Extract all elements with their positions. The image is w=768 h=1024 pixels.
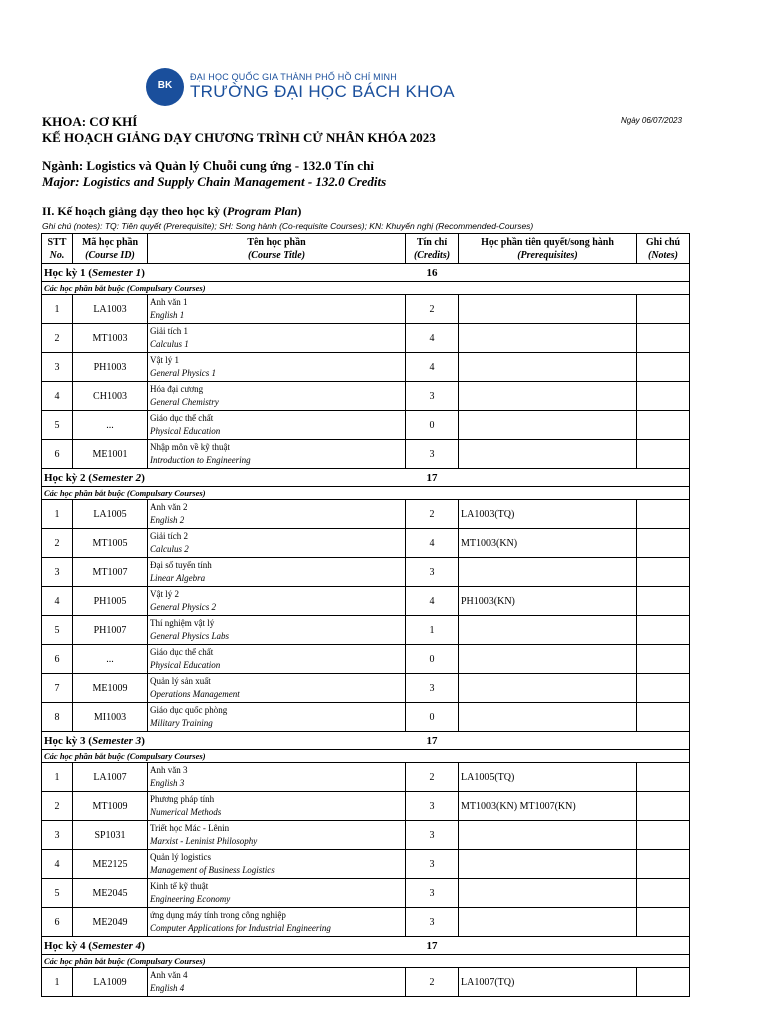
section-title: II. Kế hoạch giảng dạy theo học kỳ (Program Plan): [42, 204, 302, 218]
major-title-vi: Ngành: Logistics và Quản lý Chuỗi cung ứng - 132.0 Tín chỉ: [42, 158, 374, 173]
course-title-en: Operations Management: [150, 689, 240, 699]
course-title-en: Management of Business Logistics: [150, 865, 275, 875]
course-title-vi: Nhập môn về kỹ thuật: [150, 442, 230, 452]
table-row: [42, 295, 690, 324]
course-id: MT1003: [73, 324, 148, 353]
semester-credits: 17: [406, 937, 459, 955]
table-row: [42, 821, 690, 850]
course-id: CH1003: [73, 382, 148, 411]
course-title-en: Calculus 2: [150, 544, 189, 554]
course-title-en: Physical Education: [150, 426, 221, 436]
course-title-en: Introduction to Engineering: [150, 455, 251, 465]
semester-label: Học kỳ 2 (Semester 2): [42, 469, 406, 487]
university-seal-icon: BK: [146, 68, 184, 106]
table-row: [42, 616, 690, 645]
course-notes: [637, 440, 690, 469]
course-no: 1: [42, 968, 73, 997]
course-title-vi: Anh văn 1: [150, 297, 188, 307]
table-row: [42, 968, 690, 997]
course-prerequisites: LA1007(TQ): [459, 968, 637, 997]
table-row: [42, 324, 690, 353]
course-notes: [637, 382, 690, 411]
course-id: LA1005: [73, 500, 148, 529]
column-header-prerequisites: Học phần tiên quyết/song hành (Prerequisites): [459, 234, 637, 264]
course-title-vi: Kinh tế kỹ thuật: [150, 881, 209, 891]
semester-credits: 17: [406, 732, 459, 750]
course-title-vi: Triết học Mác - Lênin: [150, 823, 230, 833]
table-row: [42, 587, 690, 616]
course-prerequisites: [459, 674, 637, 703]
course-title: [148, 703, 406, 732]
course-no: 3: [42, 353, 73, 382]
course-title-en: English 1: [150, 310, 185, 320]
course-no: 2: [42, 324, 73, 353]
course-id: LA1003: [73, 295, 148, 324]
course-credits: 2: [406, 968, 459, 997]
course-title-vi: Anh văn 3: [150, 765, 188, 775]
course-title-vi: Thí nghiệm vật lý: [150, 618, 215, 628]
course-credits: 2: [406, 500, 459, 529]
course-notes: [637, 411, 690, 440]
course-title-vi: Vật lý 1: [150, 355, 179, 365]
plan-title: KẾ HOẠCH GIẢNG DẠY CHƯƠNG TRÌNH CỬ NHÂN KHÓA 2023: [42, 130, 436, 145]
course-credits: 0: [406, 703, 459, 732]
semester-row: [42, 264, 690, 282]
course-credits: 3: [406, 792, 459, 821]
course-id: MT1009: [73, 792, 148, 821]
course-prerequisites: [459, 703, 637, 732]
course-prerequisites: [459, 295, 637, 324]
course-title: [148, 411, 406, 440]
course-title-vi: Giải tích 2: [150, 531, 188, 541]
course-no: 1: [42, 763, 73, 792]
table-row: [42, 879, 690, 908]
empty-cell: [459, 732, 637, 750]
course-title-en: Linear Algebra: [150, 573, 206, 583]
course-credits: 4: [406, 587, 459, 616]
course-title-vi: Giải tích 1: [150, 326, 188, 336]
course-no: 4: [42, 587, 73, 616]
course-title-vi: Quản lý sản xuất: [150, 676, 211, 686]
course-credits: 3: [406, 440, 459, 469]
course-title: [148, 324, 406, 353]
course-notes: [637, 587, 690, 616]
course-id: SP1031: [73, 821, 148, 850]
semester-label: Học kỳ 1 (Semester 1): [42, 264, 406, 282]
course-prerequisites: LA1005(TQ): [459, 763, 637, 792]
course-prerequisites: [459, 353, 637, 382]
course-no: 5: [42, 879, 73, 908]
table-row: [42, 500, 690, 529]
course-notes: [637, 558, 690, 587]
empty-cell: [459, 469, 637, 487]
course-notes: [637, 908, 690, 937]
course-notes: [637, 353, 690, 382]
course-title-en: English 4: [150, 983, 185, 993]
table-row: [42, 558, 690, 587]
course-id: ME1009: [73, 674, 148, 703]
course-title-vi: Hóa đại cương: [150, 384, 204, 394]
course-title: [148, 908, 406, 937]
course-prerequisites: [459, 645, 637, 674]
course-id: ME1001: [73, 440, 148, 469]
course-title: [148, 645, 406, 674]
course-group-label: Các học phần bắt buộc (Compulsary Courses): [42, 955, 690, 968]
course-title-en: English 2: [150, 515, 185, 525]
course-id: ME2045: [73, 879, 148, 908]
course-no: 1: [42, 500, 73, 529]
semester-credits: 16: [406, 264, 459, 282]
course-title: [148, 353, 406, 382]
course-credits: 1: [406, 616, 459, 645]
course-prerequisites: [459, 821, 637, 850]
course-credits: 3: [406, 382, 459, 411]
semester-credits: 17: [406, 469, 459, 487]
course-no: 3: [42, 821, 73, 850]
course-title: [148, 674, 406, 703]
course-notes: [637, 792, 690, 821]
course-title-en: General Chemistry: [150, 397, 219, 407]
course-id: PH1007: [73, 616, 148, 645]
table-row: [42, 850, 690, 879]
course-title-en: Calculus 1: [150, 339, 189, 349]
course-credits: 3: [406, 674, 459, 703]
course-credits: 0: [406, 645, 459, 674]
course-title: [148, 587, 406, 616]
university-logo: [146, 67, 455, 107]
course-credits: 3: [406, 821, 459, 850]
empty-cell: [637, 469, 690, 487]
course-title: [148, 440, 406, 469]
course-prerequisites: MT1003(KN): [459, 529, 637, 558]
course-credits: 3: [406, 908, 459, 937]
course-title-en: Computer Applications for Industrial Engineering: [150, 923, 331, 933]
course-notes: [637, 674, 690, 703]
semester-row: [42, 937, 690, 955]
course-group-label: Các học phần bắt buộc (Compulsary Courses): [42, 487, 690, 500]
course-credits: 2: [406, 763, 459, 792]
course-title-en: English 3: [150, 778, 185, 788]
course-notes: [637, 968, 690, 997]
course-credits: 4: [406, 529, 459, 558]
course-id: MT1007: [73, 558, 148, 587]
semester-row: [42, 732, 690, 750]
course-notes: [637, 324, 690, 353]
course-title: [148, 529, 406, 558]
course-credits: 2: [406, 295, 459, 324]
course-group-row: [42, 282, 690, 295]
course-no: 6: [42, 440, 73, 469]
course-title-vi: Giáo dục quốc phòng: [150, 705, 228, 715]
course-title: [148, 821, 406, 850]
course-prerequisites: [459, 616, 637, 645]
course-credits: 4: [406, 324, 459, 353]
course-title: [148, 850, 406, 879]
course-id: ME2049: [73, 908, 148, 937]
empty-cell: [637, 264, 690, 282]
course-no: 5: [42, 411, 73, 440]
table-row: [42, 674, 690, 703]
course-no: 7: [42, 674, 73, 703]
course-notes: [637, 295, 690, 324]
course-title-vi: Quản lý logistics: [150, 852, 211, 862]
course-title: [148, 968, 406, 997]
course-no: 2: [42, 529, 73, 558]
faculty-label: KHOA: CƠ KHÍ: [42, 114, 138, 129]
course-no: 6: [42, 645, 73, 674]
course-id: PH1005: [73, 587, 148, 616]
course-id: ...: [73, 645, 148, 674]
course-credits: 4: [406, 353, 459, 382]
course-title-vi: Đại số tuyến tính: [150, 560, 212, 570]
course-no: 4: [42, 850, 73, 879]
course-title: [148, 792, 406, 821]
course-title-vi: Giáo dục thể chất: [150, 413, 214, 423]
course-notes: [637, 703, 690, 732]
course-prerequisites: [459, 908, 637, 937]
course-group-label: Các học phần bắt buộc (Compulsary Courses): [42, 750, 690, 763]
table-header-row: [42, 234, 690, 264]
course-id: PH1003: [73, 353, 148, 382]
course-no: 5: [42, 616, 73, 645]
course-prerequisites: [459, 382, 637, 411]
course-notes: [637, 500, 690, 529]
course-no: 8: [42, 703, 73, 732]
course-title-vi: Phương pháp tính: [150, 794, 215, 804]
semester-label: Học kỳ 3 (Semester 3): [42, 732, 406, 750]
empty-cell: [459, 264, 637, 282]
course-prerequisites: [459, 440, 637, 469]
course-notes: [637, 850, 690, 879]
course-credits: 3: [406, 558, 459, 587]
course-id: ...: [73, 411, 148, 440]
table-row: [42, 703, 690, 732]
course-group-label: Các học phần bắt buộc (Compulsary Courses): [42, 282, 690, 295]
course-credits: 3: [406, 850, 459, 879]
course-title: [148, 558, 406, 587]
course-no: 3: [42, 558, 73, 587]
course-group-row: [42, 750, 690, 763]
table-row: [42, 529, 690, 558]
major-title-en: Major: Logistics and Supply Chain Management - 132.0 Credits: [42, 174, 387, 189]
course-title-vi: Anh văn 4: [150, 970, 188, 980]
column-header-no: STT No.: [42, 234, 73, 264]
table-row: [42, 411, 690, 440]
course-prerequisites: LA1003(TQ): [459, 500, 637, 529]
course-prerequisites: [459, 850, 637, 879]
course-id: ME2125: [73, 850, 148, 879]
course-title-vi: Anh văn 2: [150, 502, 188, 512]
university-name-line2: TRƯỜNG ĐẠI HỌC BÁCH KHOA: [190, 82, 455, 101]
course-notes: [637, 616, 690, 645]
course-notes: [637, 645, 690, 674]
column-header-notes: Ghi chú (Notes): [637, 234, 690, 264]
course-notes: [637, 763, 690, 792]
course-title: [148, 763, 406, 792]
course-id: LA1007: [73, 763, 148, 792]
table-row: [42, 382, 690, 411]
course-prerequisites: [459, 879, 637, 908]
course-title-vi: ứng dụng máy tính trong công nghiệp: [150, 910, 286, 920]
column-header-course-id: Mã học phần (Course ID): [73, 234, 148, 264]
course-no: 2: [42, 792, 73, 821]
course-prerequisites: [459, 411, 637, 440]
program-plan-table: [41, 233, 690, 997]
course-credits: 3: [406, 879, 459, 908]
course-title-vi: Vật lý 2: [150, 589, 179, 599]
course-id: LA1009: [73, 968, 148, 997]
course-no: 1: [42, 295, 73, 324]
document-date: Ngày 06/07/2023: [621, 116, 682, 125]
course-credits: 0: [406, 411, 459, 440]
course-notes: [637, 821, 690, 850]
course-prerequisites: [459, 558, 637, 587]
course-group-row: [42, 487, 690, 500]
course-notes: [637, 529, 690, 558]
course-title-en: Military Training: [150, 718, 213, 728]
course-no: 4: [42, 382, 73, 411]
course-title: [148, 295, 406, 324]
semester-row: [42, 469, 690, 487]
course-title: [148, 382, 406, 411]
course-id: MI1003: [73, 703, 148, 732]
course-title: [148, 616, 406, 645]
course-prerequisites: MT1003(KN) MT1007(KN): [459, 792, 637, 821]
course-title-vi: Giáo dục thể chất: [150, 647, 214, 657]
course-title: [148, 500, 406, 529]
empty-cell: [459, 937, 637, 955]
column-header-course-title: Tên học phần (Course Title): [148, 234, 406, 264]
course-id: MT1005: [73, 529, 148, 558]
course-no: 6: [42, 908, 73, 937]
table-row: [42, 763, 690, 792]
table-row: [42, 353, 690, 382]
table-row: [42, 645, 690, 674]
course-prerequisites: [459, 324, 637, 353]
empty-cell: [637, 937, 690, 955]
course-title: [148, 879, 406, 908]
course-title-en: Marxist - Leninist Philosophy: [150, 836, 258, 846]
course-title-en: General Physics 2: [150, 602, 216, 612]
column-header-credits: Tín chỉ (Credits): [406, 234, 459, 264]
empty-cell: [637, 732, 690, 750]
course-prerequisites: PH1003(KN): [459, 587, 637, 616]
table-row: [42, 908, 690, 937]
course-group-row: [42, 955, 690, 968]
course-title-en: Numerical Methods: [150, 807, 222, 817]
table-row: [42, 792, 690, 821]
semester-label: Học kỳ 4 (Semester 4): [42, 937, 406, 955]
course-title-en: General Physics Labs: [150, 631, 229, 641]
course-notes: [637, 879, 690, 908]
course-title-en: Engineering Economy: [150, 894, 231, 904]
course-title-en: General Physics 1: [150, 368, 216, 378]
university-name-line1: ĐẠI HỌC QUỐC GIA THÀNH PHỐ HỒ CHÍ MINH: [190, 72, 397, 82]
table-row: [42, 440, 690, 469]
course-title-en: Physical Education: [150, 660, 221, 670]
notes-legend: Ghi chú (notes): TQ: Tiên quyết (Prerequisite); SH: Song hành (Co-requisite Courses); KN: Khuyến nghị (Recommended-Courses): [42, 221, 534, 231]
